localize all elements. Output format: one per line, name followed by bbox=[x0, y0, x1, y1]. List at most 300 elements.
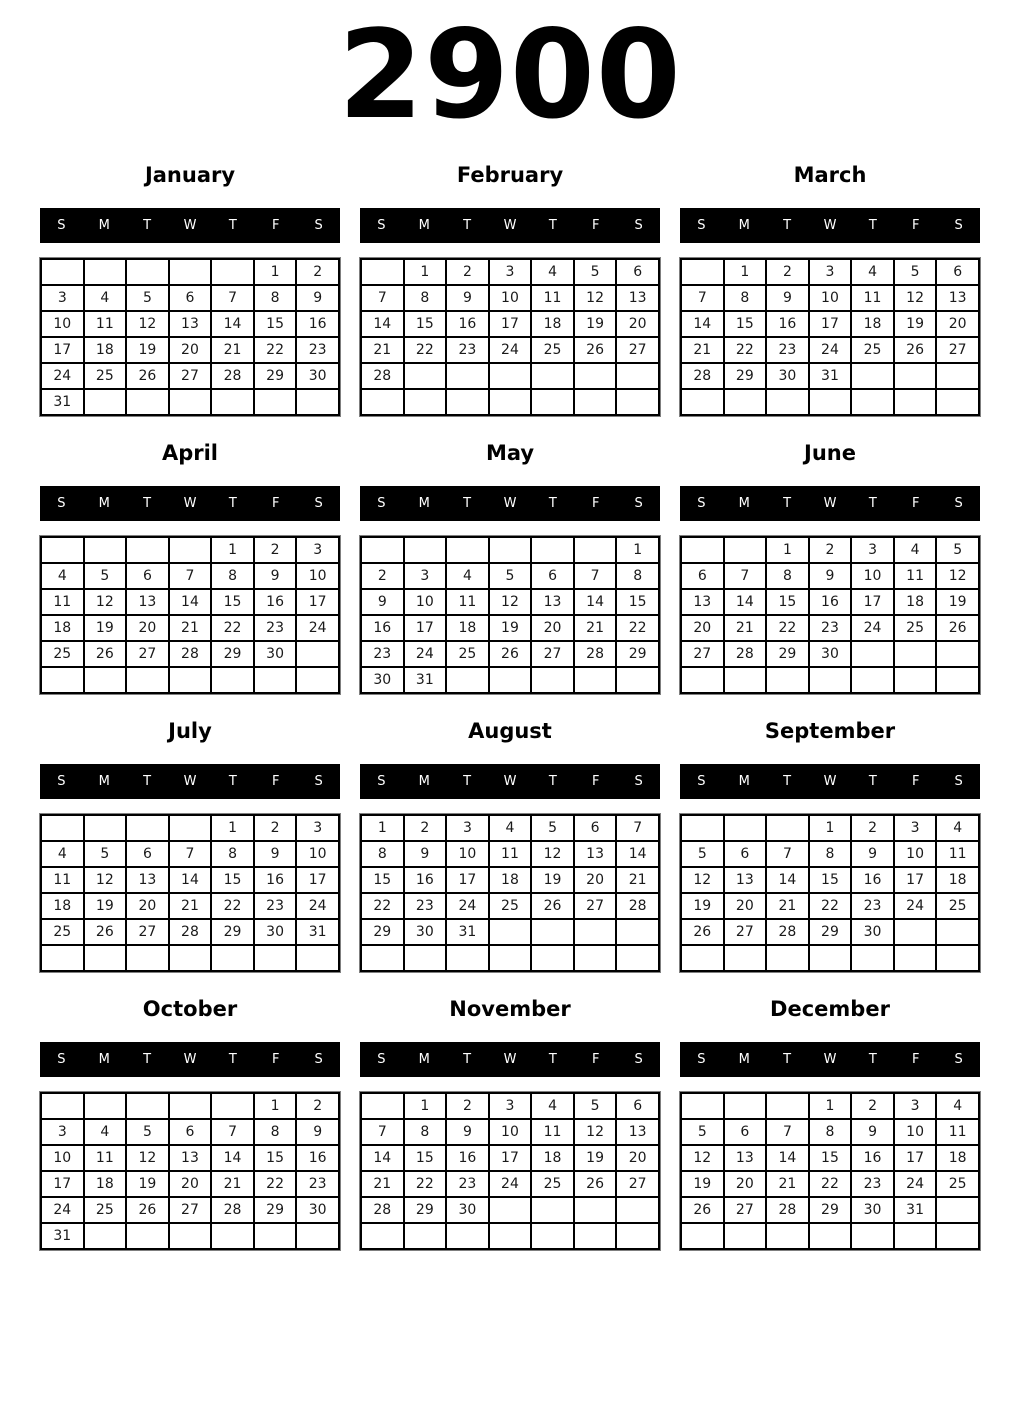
day-cell: 30 bbox=[254, 919, 297, 945]
weekday-label: S bbox=[634, 496, 643, 511]
day-cell: 26 bbox=[574, 337, 617, 363]
day-cell: 13 bbox=[616, 285, 659, 311]
day-cell: 23 bbox=[851, 893, 894, 919]
month-block bbox=[40, 162, 340, 418]
month-title: November bbox=[449, 997, 571, 1021]
day-cell: 5 bbox=[126, 285, 169, 311]
day-cell bbox=[211, 1093, 254, 1119]
week-row bbox=[361, 563, 659, 589]
day-cell: 18 bbox=[851, 311, 894, 337]
day-cell: 18 bbox=[84, 1171, 127, 1197]
weekday-label: F bbox=[911, 218, 920, 233]
weekday-label: T bbox=[463, 218, 472, 233]
day-cell: 27 bbox=[616, 337, 659, 363]
day-cell bbox=[254, 1223, 297, 1249]
week-row bbox=[681, 311, 979, 337]
day-cell bbox=[361, 945, 404, 971]
weekday-label: M bbox=[98, 496, 110, 511]
week-row bbox=[41, 1093, 339, 1119]
day-cell bbox=[41, 815, 84, 841]
day-cell: 31 bbox=[404, 667, 447, 693]
day-cell: 30 bbox=[361, 667, 404, 693]
weekday-label: F bbox=[271, 496, 280, 511]
weekday-label: W bbox=[823, 774, 837, 789]
day-cell: 30 bbox=[446, 1197, 489, 1223]
day-cell bbox=[766, 1093, 809, 1119]
day-cell: 15 bbox=[254, 311, 297, 337]
day-cell: 3 bbox=[809, 259, 852, 285]
day-grid bbox=[40, 814, 340, 972]
day-cell: 8 bbox=[254, 285, 297, 311]
day-cell: 23 bbox=[404, 893, 447, 919]
week-row bbox=[41, 563, 339, 589]
day-cell bbox=[169, 389, 212, 415]
day-cell: 21 bbox=[211, 1171, 254, 1197]
day-cell: 20 bbox=[126, 615, 169, 641]
day-cell bbox=[574, 919, 617, 945]
weekday-label: T bbox=[143, 774, 152, 789]
day-cell: 19 bbox=[574, 1145, 617, 1171]
day-cell: 26 bbox=[84, 641, 127, 667]
week-row bbox=[361, 1223, 659, 1249]
day-cell bbox=[531, 945, 574, 971]
week-row bbox=[361, 285, 659, 311]
day-cell: 12 bbox=[84, 589, 127, 615]
day-cell: 21 bbox=[361, 1171, 404, 1197]
week-row bbox=[361, 815, 659, 841]
day-cell: 18 bbox=[489, 867, 532, 893]
week-row bbox=[41, 893, 339, 919]
day-cell bbox=[404, 1223, 447, 1249]
weekday-header-bar bbox=[680, 764, 980, 799]
day-cell bbox=[126, 815, 169, 841]
day-cell bbox=[724, 945, 767, 971]
day-cell: 24 bbox=[489, 1171, 532, 1197]
day-cell: 5 bbox=[84, 563, 127, 589]
day-cell: 24 bbox=[809, 337, 852, 363]
day-cell: 14 bbox=[616, 841, 659, 867]
day-cell: 4 bbox=[84, 1119, 127, 1145]
weekday-label: W bbox=[823, 496, 837, 511]
day-cell: 13 bbox=[126, 589, 169, 615]
month-title: April bbox=[161, 441, 219, 465]
day-cell: 17 bbox=[489, 1145, 532, 1171]
day-cell: 23 bbox=[296, 337, 339, 363]
day-cell: 19 bbox=[126, 337, 169, 363]
day-cell: 17 bbox=[404, 615, 447, 641]
day-cell: 24 bbox=[296, 615, 339, 641]
week-row bbox=[41, 259, 339, 285]
week-row bbox=[41, 841, 339, 867]
weekday-header-bar bbox=[40, 208, 340, 243]
day-cell: 2 bbox=[254, 815, 297, 841]
week-row bbox=[361, 337, 659, 363]
day-cell: 11 bbox=[894, 563, 937, 589]
day-cell bbox=[809, 1223, 852, 1249]
day-cell: 12 bbox=[489, 589, 532, 615]
day-cell: 15 bbox=[404, 311, 447, 337]
day-cell: 16 bbox=[296, 311, 339, 337]
day-cell: 11 bbox=[446, 589, 489, 615]
week-row bbox=[681, 815, 979, 841]
day-cell: 13 bbox=[724, 867, 767, 893]
week-row bbox=[361, 641, 659, 667]
day-cell: 13 bbox=[574, 841, 617, 867]
day-cell: 13 bbox=[936, 285, 979, 311]
weekday-label: W bbox=[183, 218, 197, 233]
day-cell bbox=[84, 815, 127, 841]
weekday-label: W bbox=[503, 496, 517, 511]
day-cell: 1 bbox=[254, 1093, 297, 1119]
day-cell: 21 bbox=[766, 1171, 809, 1197]
day-grid bbox=[360, 258, 660, 416]
day-cell bbox=[851, 1223, 894, 1249]
day-cell: 25 bbox=[936, 1171, 979, 1197]
day-cell: 21 bbox=[766, 893, 809, 919]
day-cell: 19 bbox=[84, 615, 127, 641]
month-block bbox=[680, 996, 980, 1252]
day-cell: 27 bbox=[936, 337, 979, 363]
week-row bbox=[41, 285, 339, 311]
weekday-label: T bbox=[548, 496, 557, 511]
day-cell: 27 bbox=[616, 1171, 659, 1197]
day-cell: 21 bbox=[574, 615, 617, 641]
weekday-label: S bbox=[634, 1052, 643, 1067]
day-cell: 26 bbox=[681, 1197, 724, 1223]
weekday-label: S bbox=[57, 496, 66, 511]
day-cell: 16 bbox=[296, 1145, 339, 1171]
day-cell: 7 bbox=[361, 1119, 404, 1145]
day-cell: 29 bbox=[724, 363, 767, 389]
weekday-label: T bbox=[228, 1052, 237, 1067]
day-cell: 23 bbox=[446, 1171, 489, 1197]
day-cell bbox=[894, 667, 937, 693]
day-cell bbox=[404, 945, 447, 971]
day-cell: 29 bbox=[404, 1197, 447, 1223]
weekday-label: T bbox=[228, 774, 237, 789]
day-cell: 20 bbox=[574, 867, 617, 893]
day-cell: 20 bbox=[724, 1171, 767, 1197]
day-cell: 19 bbox=[531, 867, 574, 893]
day-cell: 24 bbox=[41, 1197, 84, 1223]
week-row bbox=[681, 363, 979, 389]
weekday-header-bar bbox=[360, 486, 660, 521]
day-cell: 8 bbox=[404, 285, 447, 311]
day-cell: 15 bbox=[724, 311, 767, 337]
day-cell: 4 bbox=[41, 563, 84, 589]
day-cell bbox=[169, 259, 212, 285]
weekday-label: T bbox=[783, 1052, 792, 1067]
week-row bbox=[41, 389, 339, 415]
weekday-header-bar bbox=[360, 208, 660, 243]
weekday-label: S bbox=[954, 496, 963, 511]
week-row bbox=[361, 363, 659, 389]
day-cell: 20 bbox=[724, 893, 767, 919]
day-cell: 4 bbox=[531, 1093, 574, 1119]
day-cell bbox=[126, 259, 169, 285]
day-cell: 14 bbox=[361, 1145, 404, 1171]
day-cell: 18 bbox=[894, 589, 937, 615]
month-block bbox=[680, 718, 980, 974]
week-row bbox=[41, 1197, 339, 1223]
day-cell: 7 bbox=[169, 841, 212, 867]
day-cell bbox=[254, 945, 297, 971]
day-cell: 3 bbox=[41, 1119, 84, 1145]
weekday-label: T bbox=[783, 218, 792, 233]
day-cell bbox=[489, 1197, 532, 1223]
day-cell: 12 bbox=[894, 285, 937, 311]
day-cell: 3 bbox=[489, 259, 532, 285]
day-cell: 16 bbox=[851, 867, 894, 893]
day-cell bbox=[126, 389, 169, 415]
weekday-label: T bbox=[868, 774, 877, 789]
months-grid bbox=[0, 162, 1020, 1252]
day-cell: 24 bbox=[894, 893, 937, 919]
day-cell: 9 bbox=[851, 841, 894, 867]
day-cell: 31 bbox=[446, 919, 489, 945]
day-cell: 18 bbox=[41, 615, 84, 641]
day-cell: 8 bbox=[211, 563, 254, 589]
week-row bbox=[681, 589, 979, 615]
day-cell: 26 bbox=[126, 363, 169, 389]
day-cell: 5 bbox=[574, 259, 617, 285]
week-row bbox=[681, 841, 979, 867]
weekday-label: T bbox=[463, 774, 472, 789]
day-cell bbox=[446, 363, 489, 389]
day-cell: 20 bbox=[126, 893, 169, 919]
day-cell: 26 bbox=[126, 1197, 169, 1223]
day-cell: 11 bbox=[84, 311, 127, 337]
day-cell bbox=[296, 389, 339, 415]
day-cell: 12 bbox=[681, 1145, 724, 1171]
day-cell: 1 bbox=[254, 259, 297, 285]
weekday-label: T bbox=[783, 774, 792, 789]
day-cell bbox=[809, 945, 852, 971]
day-cell: 10 bbox=[446, 841, 489, 867]
weekday-label: W bbox=[183, 496, 197, 511]
day-cell: 28 bbox=[616, 893, 659, 919]
day-cell: 23 bbox=[361, 641, 404, 667]
day-cell: 22 bbox=[211, 615, 254, 641]
day-cell: 30 bbox=[254, 641, 297, 667]
day-cell bbox=[766, 389, 809, 415]
week-row bbox=[361, 589, 659, 615]
week-row bbox=[41, 615, 339, 641]
day-cell: 11 bbox=[936, 1119, 979, 1145]
day-cell bbox=[724, 389, 767, 415]
month-block bbox=[40, 440, 340, 696]
day-cell: 16 bbox=[404, 867, 447, 893]
month-title: June bbox=[804, 441, 856, 465]
week-row bbox=[41, 589, 339, 615]
day-cell bbox=[766, 1223, 809, 1249]
week-row bbox=[361, 667, 659, 693]
day-cell: 5 bbox=[936, 537, 979, 563]
day-cell: 22 bbox=[361, 893, 404, 919]
day-cell bbox=[894, 945, 937, 971]
day-cell: 26 bbox=[489, 641, 532, 667]
weekday-label: T bbox=[463, 1052, 472, 1067]
day-cell: 26 bbox=[574, 1171, 617, 1197]
day-cell: 29 bbox=[766, 641, 809, 667]
day-cell: 11 bbox=[41, 589, 84, 615]
day-cell: 3 bbox=[41, 285, 84, 311]
weekday-label: T bbox=[228, 496, 237, 511]
day-cell: 1 bbox=[766, 537, 809, 563]
month-title: March bbox=[793, 163, 867, 187]
day-cell bbox=[936, 1223, 979, 1249]
week-row bbox=[41, 1145, 339, 1171]
day-cell: 18 bbox=[936, 1145, 979, 1171]
day-cell: 2 bbox=[296, 1093, 339, 1119]
day-cell: 26 bbox=[84, 919, 127, 945]
day-cell: 12 bbox=[84, 867, 127, 893]
day-cell bbox=[936, 641, 979, 667]
day-cell: 14 bbox=[766, 1145, 809, 1171]
day-cell bbox=[84, 389, 127, 415]
day-cell bbox=[361, 259, 404, 285]
day-cell: 3 bbox=[446, 815, 489, 841]
day-cell bbox=[84, 667, 127, 693]
day-cell: 1 bbox=[404, 259, 447, 285]
weekday-header-bar bbox=[40, 486, 340, 521]
month-block bbox=[680, 162, 980, 418]
day-cell: 28 bbox=[361, 363, 404, 389]
weekday-label: M bbox=[418, 1052, 430, 1067]
weekday-label: M bbox=[418, 496, 430, 511]
day-cell bbox=[296, 667, 339, 693]
day-cell: 19 bbox=[126, 1171, 169, 1197]
weekday-label: F bbox=[911, 496, 920, 511]
day-cell: 13 bbox=[616, 1119, 659, 1145]
weekday-label: S bbox=[314, 218, 323, 233]
day-cell: 5 bbox=[574, 1093, 617, 1119]
day-cell: 14 bbox=[681, 311, 724, 337]
day-cell: 1 bbox=[809, 1093, 852, 1119]
day-cell: 20 bbox=[169, 337, 212, 363]
day-cell: 22 bbox=[766, 615, 809, 641]
day-cell: 9 bbox=[766, 285, 809, 311]
week-row bbox=[681, 893, 979, 919]
month-title: October bbox=[142, 997, 238, 1021]
day-cell: 25 bbox=[84, 1197, 127, 1223]
day-cell bbox=[126, 1093, 169, 1119]
day-cell bbox=[296, 1223, 339, 1249]
day-cell bbox=[724, 537, 767, 563]
day-cell: 23 bbox=[851, 1171, 894, 1197]
weekday-label: F bbox=[591, 496, 600, 511]
day-cell: 14 bbox=[766, 867, 809, 893]
day-cell: 26 bbox=[681, 919, 724, 945]
day-cell: 23 bbox=[254, 615, 297, 641]
day-cell: 21 bbox=[724, 615, 767, 641]
day-cell bbox=[574, 1223, 617, 1249]
day-cell: 20 bbox=[616, 311, 659, 337]
day-cell bbox=[41, 1093, 84, 1119]
day-cell: 10 bbox=[41, 1145, 84, 1171]
day-cell bbox=[84, 259, 127, 285]
day-cell bbox=[681, 389, 724, 415]
weekday-label: T bbox=[783, 496, 792, 511]
day-cell: 26 bbox=[894, 337, 937, 363]
day-cell bbox=[574, 537, 617, 563]
day-cell bbox=[681, 815, 724, 841]
day-cell: 23 bbox=[809, 615, 852, 641]
day-cell bbox=[446, 945, 489, 971]
day-cell: 12 bbox=[936, 563, 979, 589]
day-cell bbox=[446, 667, 489, 693]
day-cell: 7 bbox=[211, 1119, 254, 1145]
week-row bbox=[41, 1171, 339, 1197]
month-block bbox=[360, 162, 660, 418]
day-cell: 17 bbox=[851, 589, 894, 615]
day-cell bbox=[211, 389, 254, 415]
day-cell: 17 bbox=[41, 1171, 84, 1197]
day-cell: 1 bbox=[809, 815, 852, 841]
day-cell bbox=[936, 667, 979, 693]
weekday-label: F bbox=[271, 774, 280, 789]
day-cell: 29 bbox=[809, 1197, 852, 1223]
day-cell: 22 bbox=[211, 893, 254, 919]
day-cell: 23 bbox=[446, 337, 489, 363]
day-cell bbox=[809, 667, 852, 693]
day-cell: 11 bbox=[531, 285, 574, 311]
week-row bbox=[41, 537, 339, 563]
day-cell: 22 bbox=[809, 1171, 852, 1197]
day-cell: 20 bbox=[616, 1145, 659, 1171]
month-block bbox=[360, 996, 660, 1252]
weekday-label: F bbox=[591, 774, 600, 789]
day-cell bbox=[489, 945, 532, 971]
day-cell: 30 bbox=[404, 919, 447, 945]
day-cell bbox=[616, 363, 659, 389]
day-cell: 22 bbox=[724, 337, 767, 363]
day-cell: 22 bbox=[616, 615, 659, 641]
weekday-label: W bbox=[823, 218, 837, 233]
day-cell: 5 bbox=[531, 815, 574, 841]
weekday-label: T bbox=[548, 218, 557, 233]
day-cell: 24 bbox=[851, 615, 894, 641]
day-cell: 27 bbox=[724, 1197, 767, 1223]
day-cell: 25 bbox=[851, 337, 894, 363]
day-cell: 2 bbox=[254, 537, 297, 563]
weekday-label: S bbox=[314, 774, 323, 789]
day-cell: 15 bbox=[616, 589, 659, 615]
day-cell: 4 bbox=[41, 841, 84, 867]
day-cell bbox=[296, 641, 339, 667]
day-cell: 18 bbox=[41, 893, 84, 919]
day-cell: 24 bbox=[894, 1171, 937, 1197]
day-cell: 29 bbox=[616, 641, 659, 667]
day-cell: 7 bbox=[766, 841, 809, 867]
day-cell: 12 bbox=[126, 1145, 169, 1171]
week-row bbox=[361, 919, 659, 945]
weekday-label: W bbox=[823, 1052, 837, 1067]
day-cell: 6 bbox=[616, 1093, 659, 1119]
month-block bbox=[40, 996, 340, 1252]
day-cell bbox=[851, 641, 894, 667]
day-cell: 7 bbox=[681, 285, 724, 311]
month-block bbox=[360, 440, 660, 696]
day-cell bbox=[41, 259, 84, 285]
day-cell bbox=[809, 389, 852, 415]
weekday-label: M bbox=[738, 496, 750, 511]
week-row bbox=[41, 815, 339, 841]
day-cell: 28 bbox=[211, 363, 254, 389]
day-cell bbox=[616, 1197, 659, 1223]
day-cell bbox=[724, 1093, 767, 1119]
weekday-label: F bbox=[591, 1052, 600, 1067]
